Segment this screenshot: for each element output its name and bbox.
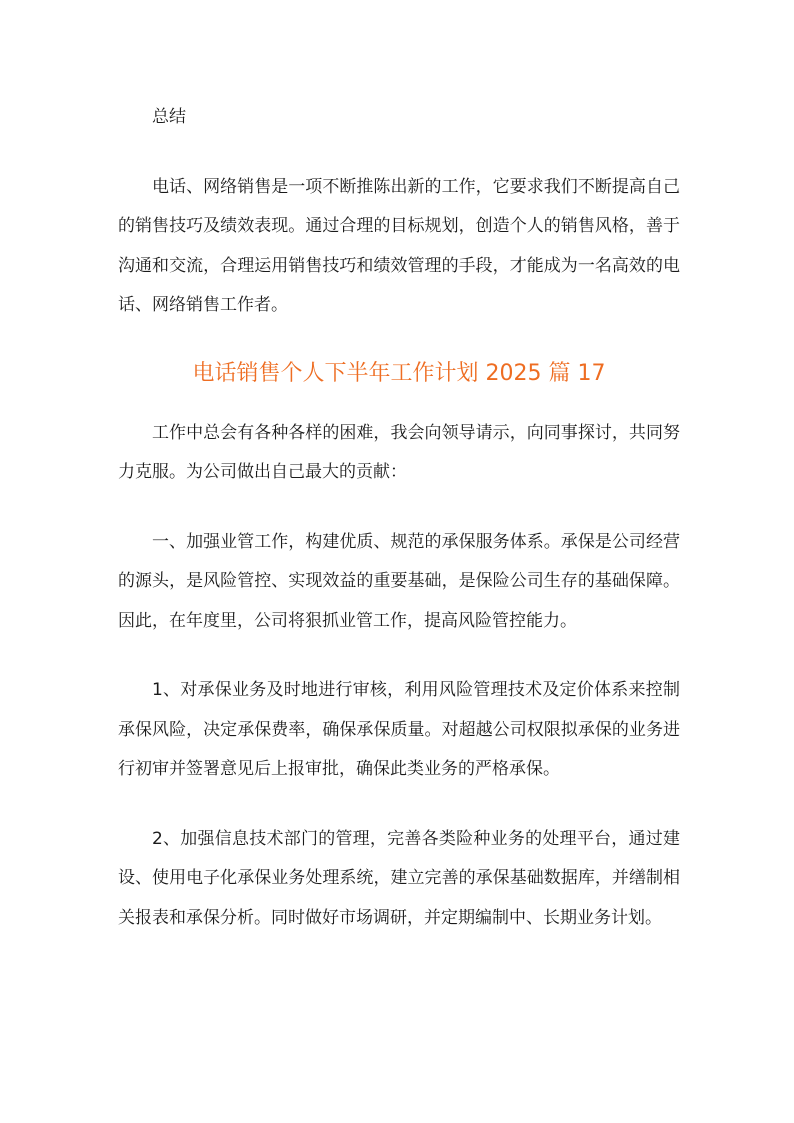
summary-paragraph: 电话、网络销售是一项不断推陈出新的工作，它要求我们不断提高自己的销售技巧及绩效表现。通过合理的目标规划，创造个人的销售风格，善于沟通和交流，合理运用销售技巧和绩效管理的手段，才能成为一名高效的电话、网络销售工作者。 bbox=[118, 176, 680, 315]
document-body bbox=[118, 98, 680, 938]
body-paragraph: 一、加强业管工作，构建优质、规范的承保服务体系。承保是公司经营的源头，是风险管控、实现效益的重要基础，是保险公司生存的基础保障。因此，在年度里，公司将狠抓业管工作，提高风险管控能力。 bbox=[118, 531, 680, 631]
summary-label: 总结 bbox=[152, 107, 186, 127]
section-title: 电话销售个人下半年工作计划 2025 篇 17 bbox=[192, 360, 606, 386]
body-paragraph: 工作中总会有各种各样的困难，我会向领导请示，向同事探讨，共同努力克服。为公司做出自己最大的贡献： bbox=[118, 422, 680, 482]
body-paragraph: 1、对承保业务及时地进行审核，利用风险管理技术及定价体系来控制承保风险，决定承保费率，确保承保质量。对超越公司权限拟承保的业务进行初审并签署意见后上报审批，确保此类业务的严格承保。 bbox=[118, 680, 680, 779]
body-paragraph: 2、加强信息技术部门的管理，完善各类险种业务的处理平台，通过建设、使用电子化承保业务处理系统，建立完善的承保基础数据库，并缮制相关报表和承保分析。同时做好市场调研，并定期编制中、长期业务计划。 bbox=[118, 828, 680, 928]
